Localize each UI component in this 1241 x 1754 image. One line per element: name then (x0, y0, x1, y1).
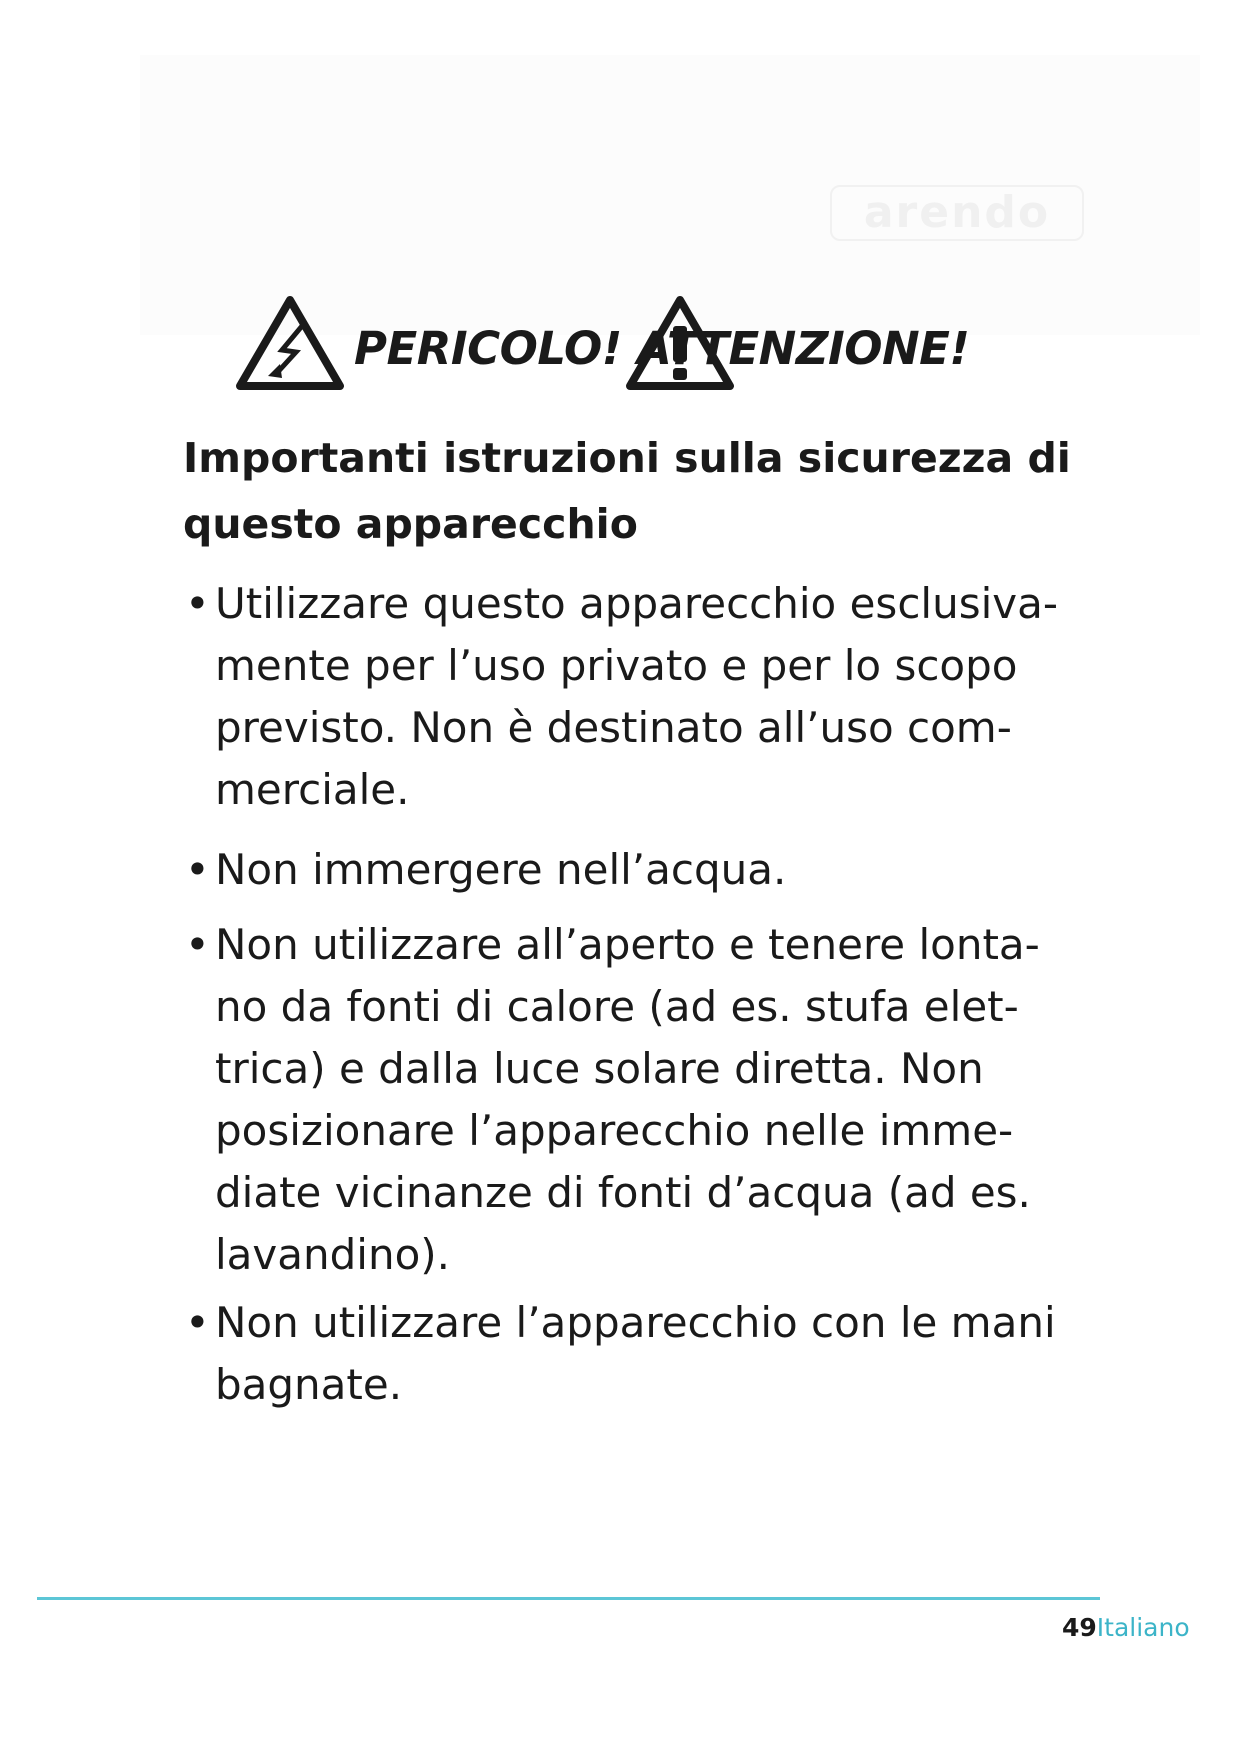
danger-label: PERICOLO! (354, 322, 622, 375)
bullet-icon: • (185, 845, 210, 894)
list-item (183, 839, 1113, 901)
bullet-icon: • (185, 1298, 210, 1347)
list-item (183, 1292, 1113, 1416)
bullet-icon: • (185, 579, 210, 628)
list-item-line: previsto. Non è destinato all’uso com- (215, 703, 1012, 752)
list-item-line: mente per l’uso privato e per lo scopo (215, 641, 1018, 690)
list-item (183, 573, 1113, 821)
footer-divider (37, 1597, 1100, 1600)
page-number: 49 (1062, 1613, 1097, 1642)
high-voltage-warning-icon (232, 292, 348, 398)
warning-header (232, 292, 992, 402)
page-language: Italiano (1096, 1613, 1190, 1642)
heading-line: questo apparecchio (183, 500, 638, 548)
list-item-line: lavandino). (215, 1230, 450, 1279)
page-footer (1062, 1613, 1190, 1643)
list-item-line: posizionare l’apparecchio nelle imme- (215, 1106, 1014, 1155)
safety-instructions-list (183, 573, 1113, 1416)
list-item-line: Non utilizzare all’aperto e tenere lonta- (215, 920, 1040, 969)
list-item-line: trica) e dalla luce solare diretta. Non (215, 1044, 984, 1093)
list-item-line: Utilizzare questo apparecchio esclusiva- (215, 579, 1058, 628)
list-item (183, 914, 1113, 1286)
list-item-line: Non utilizzare l’apparecchio con le mani (215, 1298, 1056, 1347)
list-item-line: merciale. (215, 765, 410, 814)
list-item-line: no da fonti di calore (ad es. stufa elet- (215, 982, 1019, 1031)
bullet-icon: • (185, 920, 210, 969)
list-item-line: diate vicinanze di fonti d’acqua (ad es. (215, 1168, 1031, 1217)
caution-label: ATTENZIONE! (637, 322, 970, 375)
section-heading (183, 425, 1083, 557)
brand-watermark-logo: arendo (830, 185, 1084, 241)
heading-line: Importanti istruzioni sulla sicurezza di (183, 434, 1071, 482)
list-item-line: bagnate. (215, 1360, 403, 1409)
list-item-line: Non immergere nell’acqua. (215, 845, 787, 894)
